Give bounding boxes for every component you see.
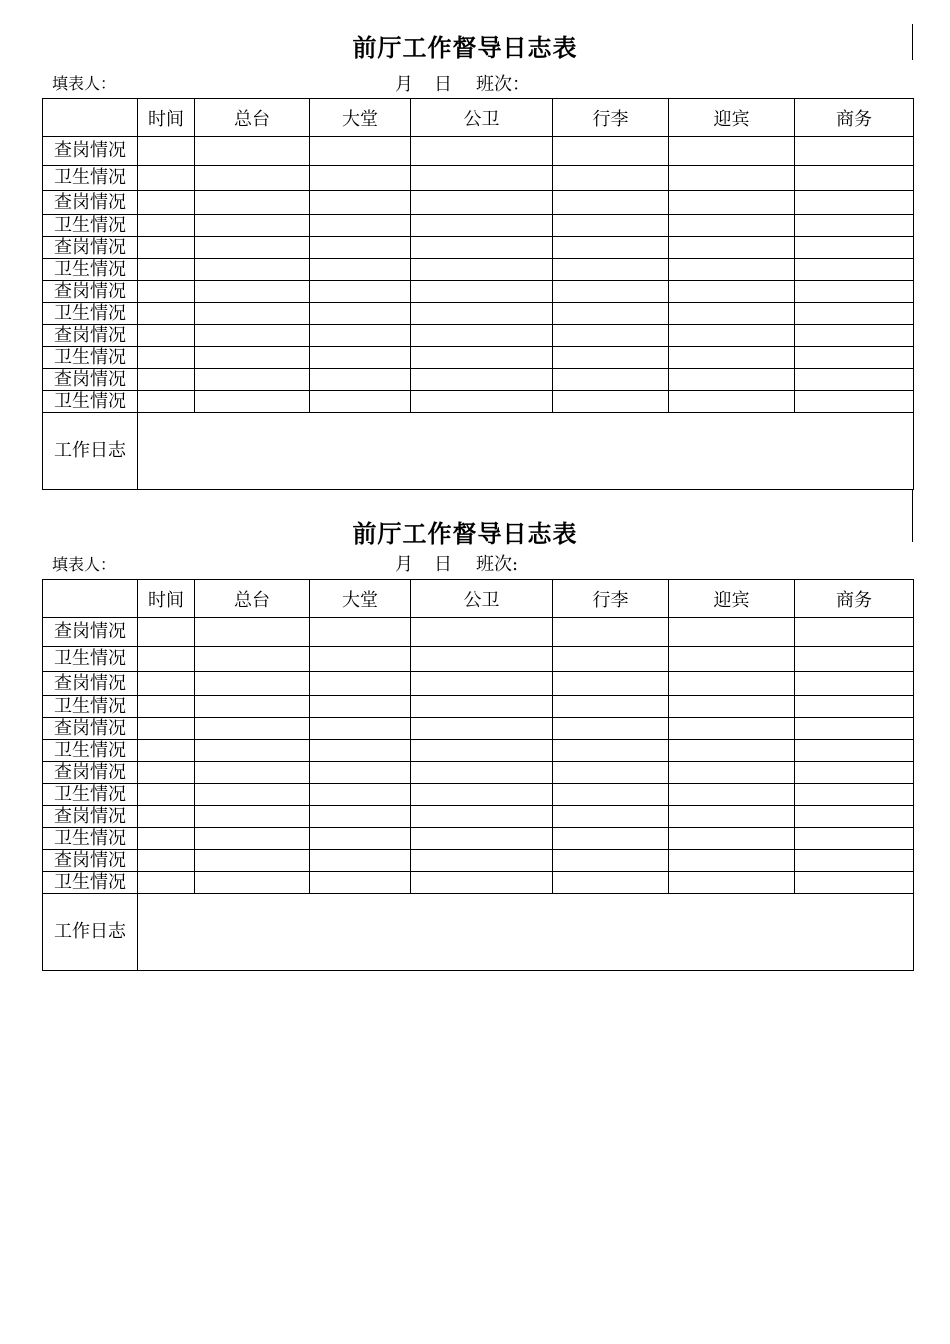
- entry-cell[interactable]: [195, 828, 310, 850]
- header-lobby: 大堂: [310, 99, 411, 137]
- header-front-desk: 总台: [195, 99, 310, 137]
- day-label: 日: [434, 74, 452, 95]
- entry-cell[interactable]: [310, 369, 411, 391]
- entry-cell[interactable]: [411, 872, 553, 894]
- entry-cell[interactable]: [669, 618, 795, 647]
- shift-label: 班次:: [476, 554, 519, 575]
- entry-cell[interactable]: [195, 696, 310, 718]
- entry-cell[interactable]: [411, 215, 553, 237]
- row-label: 卫生情况: [43, 347, 138, 369]
- header-public-area: 公卫: [411, 99, 553, 137]
- entry-cell[interactable]: [553, 647, 669, 672]
- entry-cell[interactable]: [310, 237, 411, 259]
- table-row: [43, 259, 914, 281]
- header-row: [43, 580, 914, 618]
- row-label: 查岗情况: [43, 806, 138, 828]
- row-label: 卫生情况: [43, 391, 138, 413]
- entry-cell[interactable]: [138, 762, 195, 784]
- entry-cell[interactable]: [411, 806, 553, 828]
- entry-cell[interactable]: [795, 347, 914, 369]
- entry-cell[interactable]: [310, 696, 411, 718]
- entry-cell[interactable]: [310, 259, 411, 281]
- month-label: 月: [395, 74, 413, 95]
- entry-cell[interactable]: [310, 762, 411, 784]
- entry-cell[interactable]: [138, 166, 195, 191]
- table-row: [43, 347, 914, 369]
- header-greeting: 迎宾: [669, 580, 795, 618]
- header-corner-cell: [43, 580, 138, 618]
- entry-cell[interactable]: [795, 806, 914, 828]
- entry-cell[interactable]: [553, 718, 669, 740]
- entry-cell[interactable]: [795, 872, 914, 894]
- entry-cell[interactable]: [795, 618, 914, 647]
- row-label: 卫生情况: [43, 215, 138, 237]
- entry-cell[interactable]: [310, 618, 411, 647]
- entry-cell[interactable]: [795, 647, 914, 672]
- entry-cell[interactable]: [138, 215, 195, 237]
- entry-cell[interactable]: [195, 618, 310, 647]
- entry-cell[interactable]: [195, 215, 310, 237]
- entry-cell[interactable]: [411, 369, 553, 391]
- entry-cell[interactable]: [795, 696, 914, 718]
- entry-cell[interactable]: [310, 215, 411, 237]
- row-label: 卫生情况: [43, 166, 138, 191]
- entry-cell[interactable]: [310, 191, 411, 215]
- header-time: 时间: [138, 99, 195, 137]
- entry-cell[interactable]: [553, 806, 669, 828]
- entry-cell[interactable]: [553, 672, 669, 696]
- entry-cell[interactable]: [669, 137, 795, 166]
- entry-cell[interactable]: [553, 872, 669, 894]
- entry-cell[interactable]: [138, 391, 195, 413]
- table-row: [43, 718, 914, 740]
- entry-cell[interactable]: [310, 137, 411, 166]
- row-label: 查岗情况: [43, 672, 138, 696]
- entry-cell[interactable]: [195, 303, 310, 325]
- work-log-entry[interactable]: [138, 894, 914, 971]
- entry-cell[interactable]: [138, 784, 195, 806]
- filler-label: 填表人：: [52, 555, 117, 574]
- table-row: [43, 137, 914, 166]
- work-log-label: 工作日志: [43, 894, 138, 971]
- work-log-row: [43, 894, 914, 971]
- entry-cell[interactable]: [553, 191, 669, 215]
- entry-cell[interactable]: [553, 137, 669, 166]
- entry-cell[interactable]: [195, 259, 310, 281]
- entry-cell[interactable]: [310, 740, 411, 762]
- table-row: [43, 672, 914, 696]
- entry-cell[interactable]: [553, 696, 669, 718]
- entry-cell[interactable]: [553, 369, 669, 391]
- entry-cell[interactable]: [195, 347, 310, 369]
- entry-cell[interactable]: [411, 259, 553, 281]
- entry-cell[interactable]: [411, 191, 553, 215]
- row-label: 查岗情况: [43, 237, 138, 259]
- entry-cell[interactable]: [138, 369, 195, 391]
- header-luggage: 行李: [553, 99, 669, 137]
- entry-cell[interactable]: [138, 303, 195, 325]
- entry-cell[interactable]: [795, 828, 914, 850]
- table-row: [43, 806, 914, 828]
- entry-cell[interactable]: [795, 762, 914, 784]
- header-luggage: 行李: [553, 580, 669, 618]
- entry-cell[interactable]: [669, 391, 795, 413]
- entry-cell[interactable]: [310, 166, 411, 191]
- entry-cell[interactable]: [411, 137, 553, 166]
- entry-cell[interactable]: [795, 391, 914, 413]
- entry-cell[interactable]: [310, 672, 411, 696]
- entry-cell[interactable]: [553, 281, 669, 303]
- entry-cell[interactable]: [795, 166, 914, 191]
- entry-cell[interactable]: [195, 718, 310, 740]
- supervision-log-table: [42, 579, 914, 971]
- row-label: 查岗情况: [43, 618, 138, 647]
- entry-cell[interactable]: [669, 696, 795, 718]
- table-row: [43, 762, 914, 784]
- header-row: [43, 99, 914, 137]
- entry-cell[interactable]: [195, 137, 310, 166]
- form-title: 前厅工作督导日志表: [352, 34, 578, 62]
- entry-cell[interactable]: [669, 806, 795, 828]
- entry-cell[interactable]: [310, 806, 411, 828]
- entry-cell[interactable]: [138, 237, 195, 259]
- entry-cell[interactable]: [195, 672, 310, 696]
- entry-cell[interactable]: [138, 696, 195, 718]
- table-row: [43, 784, 914, 806]
- entry-cell[interactable]: [669, 672, 795, 696]
- row-label: 卫生情况: [43, 784, 138, 806]
- day-label: 日: [434, 554, 452, 575]
- entry-cell[interactable]: [195, 237, 310, 259]
- entry-cell[interactable]: [310, 828, 411, 850]
- entry-cell[interactable]: [310, 391, 411, 413]
- entry-cell[interactable]: [795, 281, 914, 303]
- entry-cell[interactable]: [553, 828, 669, 850]
- entry-cell[interactable]: [795, 259, 914, 281]
- table-row: [43, 303, 914, 325]
- entry-cell[interactable]: [669, 303, 795, 325]
- entry-cell[interactable]: [669, 215, 795, 237]
- table-row: [43, 850, 914, 872]
- entry-cell[interactable]: [138, 850, 195, 872]
- entry-cell[interactable]: [553, 237, 669, 259]
- entry-cell[interactable]: [411, 618, 553, 647]
- entry-cell[interactable]: [795, 237, 914, 259]
- table-row: [43, 237, 914, 259]
- entry-cell[interactable]: [195, 872, 310, 894]
- entry-cell[interactable]: [138, 137, 195, 166]
- header-corner-cell: [43, 99, 138, 137]
- entry-cell[interactable]: [411, 762, 553, 784]
- month-label: 月: [395, 554, 413, 575]
- entry-cell[interactable]: [138, 618, 195, 647]
- row-label: 卫生情况: [43, 259, 138, 281]
- entry-cell[interactable]: [669, 191, 795, 215]
- entry-cell[interactable]: [669, 784, 795, 806]
- entry-cell[interactable]: [310, 784, 411, 806]
- table-row: [43, 281, 914, 303]
- entry-cell[interactable]: [138, 325, 195, 347]
- work-log-row: [43, 413, 914, 490]
- header-front-desk: 总台: [195, 580, 310, 618]
- entry-cell[interactable]: [553, 850, 669, 872]
- header-greeting: 迎宾: [669, 99, 795, 137]
- entry-cell[interactable]: [669, 325, 795, 347]
- entry-cell[interactable]: [195, 850, 310, 872]
- entry-cell[interactable]: [669, 828, 795, 850]
- row-label: 查岗情况: [43, 762, 138, 784]
- row-label: 查岗情况: [43, 191, 138, 215]
- entry-cell[interactable]: [411, 391, 553, 413]
- row-label: 查岗情况: [43, 850, 138, 872]
- entry-cell[interactable]: [553, 618, 669, 647]
- entry-cell[interactable]: [553, 784, 669, 806]
- header-time: 时间: [138, 580, 195, 618]
- shift-label: 班次：: [476, 74, 530, 95]
- entry-cell[interactable]: [411, 740, 553, 762]
- entry-cell[interactable]: [553, 347, 669, 369]
- entry-cell[interactable]: [195, 369, 310, 391]
- header-business: 商务: [795, 99, 914, 137]
- row-label: 卫生情况: [43, 303, 138, 325]
- entry-cell[interactable]: [795, 718, 914, 740]
- work-log-entry[interactable]: [138, 413, 914, 490]
- entry-cell[interactable]: [138, 672, 195, 696]
- entry-cell[interactable]: [411, 850, 553, 872]
- entry-cell[interactable]: [310, 850, 411, 872]
- entry-cell[interactable]: [411, 325, 553, 347]
- entry-cell[interactable]: [138, 828, 195, 850]
- row-label: 查岗情况: [43, 718, 138, 740]
- table-row: [43, 369, 914, 391]
- entry-cell[interactable]: [795, 740, 914, 762]
- entry-cell[interactable]: [795, 325, 914, 347]
- row-label: 查岗情况: [43, 325, 138, 347]
- entry-cell[interactable]: [553, 391, 669, 413]
- entry-cell[interactable]: [411, 672, 553, 696]
- entry-cell[interactable]: [310, 718, 411, 740]
- entry-cell[interactable]: [138, 347, 195, 369]
- table-row: [43, 618, 914, 647]
- entry-cell[interactable]: [795, 191, 914, 215]
- entry-cell[interactable]: [195, 740, 310, 762]
- entry-cell[interactable]: [795, 784, 914, 806]
- entry-cell[interactable]: [411, 347, 553, 369]
- table-row: [43, 166, 914, 191]
- row-label: 卫生情况: [43, 696, 138, 718]
- entry-cell[interactable]: [669, 259, 795, 281]
- entry-cell[interactable]: [795, 303, 914, 325]
- entry-cell[interactable]: [669, 237, 795, 259]
- entry-cell[interactable]: [669, 281, 795, 303]
- entry-cell[interactable]: [195, 166, 310, 191]
- row-label: 查岗情况: [43, 281, 138, 303]
- entry-cell[interactable]: [795, 369, 914, 391]
- entry-cell[interactable]: [669, 369, 795, 391]
- entry-cell[interactable]: [553, 166, 669, 191]
- entry-cell[interactable]: [795, 850, 914, 872]
- entry-cell[interactable]: [411, 696, 553, 718]
- row-label: 卫生情况: [43, 740, 138, 762]
- entry-cell[interactable]: [795, 215, 914, 237]
- header-lobby: 大堂: [310, 580, 411, 618]
- header-public-area: 公卫: [411, 580, 553, 618]
- entry-cell[interactable]: [195, 806, 310, 828]
- entry-cell[interactable]: [669, 166, 795, 191]
- entry-cell[interactable]: [669, 347, 795, 369]
- entry-cell[interactable]: [669, 740, 795, 762]
- table-row: [43, 391, 914, 413]
- entry-cell[interactable]: [310, 281, 411, 303]
- table-row: [43, 191, 914, 215]
- entry-cell[interactable]: [138, 740, 195, 762]
- entry-cell[interactable]: [553, 762, 669, 784]
- entry-cell[interactable]: [795, 137, 914, 166]
- entry-cell[interactable]: [195, 647, 310, 672]
- filler-label: 填表人：: [52, 74, 117, 93]
- entry-cell[interactable]: [138, 872, 195, 894]
- row-label: 卫生情况: [43, 647, 138, 672]
- supervision-log-table: [42, 98, 914, 490]
- entry-cell[interactable]: [553, 325, 669, 347]
- row-label: 查岗情况: [43, 369, 138, 391]
- entry-cell[interactable]: [195, 784, 310, 806]
- entry-cell[interactable]: [310, 347, 411, 369]
- entry-cell[interactable]: [669, 718, 795, 740]
- table-row: [43, 215, 914, 237]
- entry-cell[interactable]: [669, 647, 795, 672]
- entry-cell[interactable]: [553, 259, 669, 281]
- entry-cell[interactable]: [411, 303, 553, 325]
- table-row: [43, 647, 914, 672]
- entry-cell[interactable]: [669, 762, 795, 784]
- entry-cell[interactable]: [138, 281, 195, 303]
- entry-cell[interactable]: [310, 325, 411, 347]
- row-label: 查岗情况: [43, 137, 138, 166]
- entry-cell[interactable]: [411, 281, 553, 303]
- entry-cell[interactable]: [669, 872, 795, 894]
- entry-cell[interactable]: [411, 237, 553, 259]
- table-row: [43, 828, 914, 850]
- entry-cell[interactable]: [795, 672, 914, 696]
- entry-cell[interactable]: [553, 303, 669, 325]
- entry-cell[interactable]: [411, 718, 553, 740]
- header-business: 商务: [795, 580, 914, 618]
- table-row: [43, 740, 914, 762]
- work-log-label: 工作日志: [43, 413, 138, 490]
- entry-cell[interactable]: [138, 191, 195, 215]
- entry-cell[interactable]: [411, 166, 553, 191]
- row-label: 卫生情况: [43, 872, 138, 894]
- entry-cell[interactable]: [138, 806, 195, 828]
- entry-cell[interactable]: [411, 828, 553, 850]
- table-row: [43, 696, 914, 718]
- entry-cell[interactable]: [310, 647, 411, 672]
- entry-cell[interactable]: [195, 281, 310, 303]
- form-title: 前厅工作督导日志表: [352, 520, 578, 548]
- entry-cell[interactable]: [195, 762, 310, 784]
- entry-cell[interactable]: [669, 850, 795, 872]
- row-label: 卫生情况: [43, 828, 138, 850]
- entry-cell[interactable]: [553, 215, 669, 237]
- entry-cell[interactable]: [138, 259, 195, 281]
- table-row: [43, 872, 914, 894]
- entry-cell[interactable]: [195, 325, 310, 347]
- entry-cell[interactable]: [195, 391, 310, 413]
- table-row: [43, 325, 914, 347]
- entry-cell[interactable]: [310, 872, 411, 894]
- entry-cell[interactable]: [138, 647, 195, 672]
- entry-cell[interactable]: [411, 784, 553, 806]
- entry-cell[interactable]: [411, 647, 553, 672]
- entry-cell[interactable]: [553, 740, 669, 762]
- entry-cell[interactable]: [138, 718, 195, 740]
- entry-cell[interactable]: [195, 191, 310, 215]
- entry-cell[interactable]: [310, 303, 411, 325]
